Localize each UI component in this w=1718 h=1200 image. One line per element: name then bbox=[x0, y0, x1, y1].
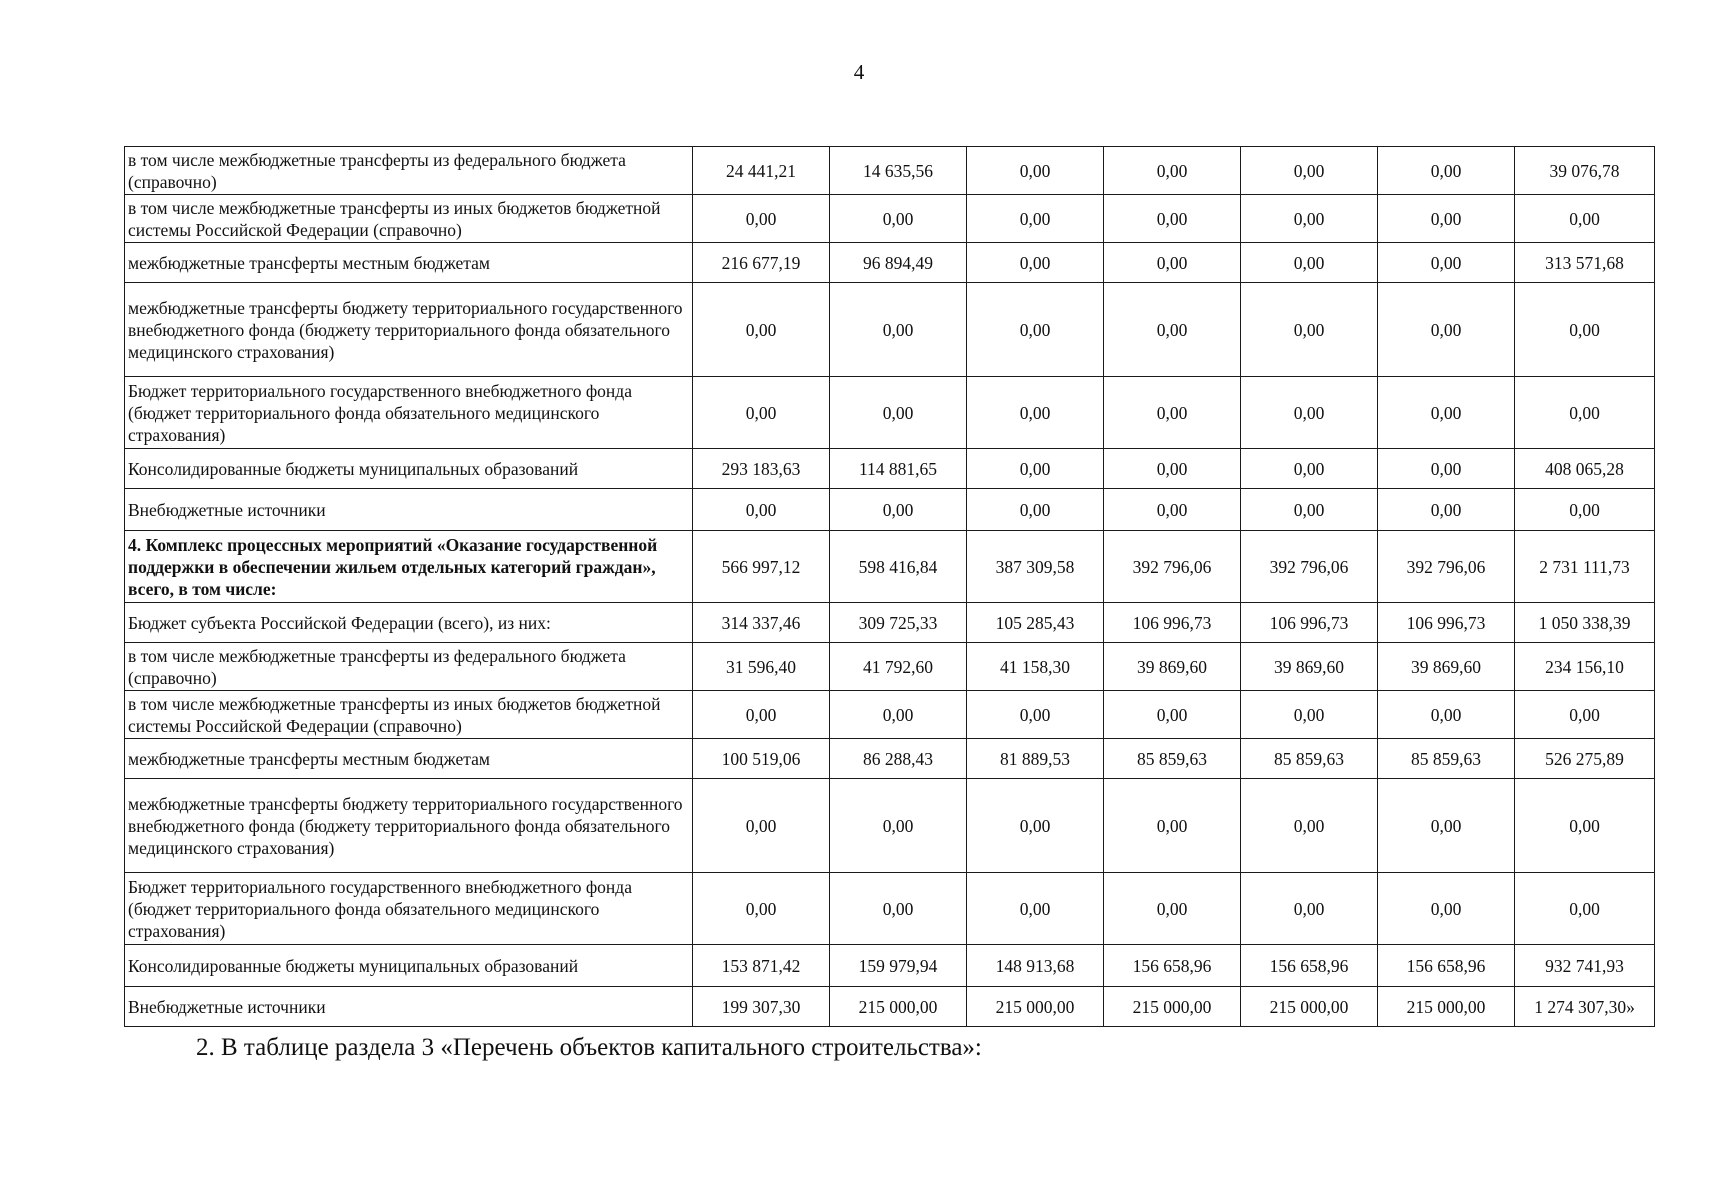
row-year-value: 0,00 bbox=[1241, 489, 1378, 531]
row-year-value: 216 677,19 bbox=[693, 243, 830, 283]
row-year-value: 31 596,40 bbox=[693, 643, 830, 691]
row-year-value: 0,00 bbox=[967, 283, 1104, 377]
table-row bbox=[125, 739, 1655, 779]
row-year-value: 41 158,30 bbox=[967, 643, 1104, 691]
row-year-value: 106 996,73 bbox=[1241, 603, 1378, 643]
row-year-value: 199 307,30 bbox=[693, 987, 830, 1027]
row-year-value: 39 869,60 bbox=[1104, 643, 1241, 691]
row-label: межбюджетные трансферты местным бюджетам bbox=[125, 739, 693, 779]
row-year-value: 0,00 bbox=[1378, 147, 1515, 195]
row-year-value: 14 635,56 bbox=[830, 147, 967, 195]
table-row bbox=[125, 779, 1655, 873]
row-label: 4. Комплекс процессных мероприятий «Оказание государственной поддержки в обеспечении жильем отдельных категорий граждан», всего, в том числе: bbox=[125, 531, 693, 603]
row-year-value: 148 913,68 bbox=[967, 945, 1104, 987]
row-year-value: 0,00 bbox=[830, 489, 967, 531]
budget-table-body bbox=[125, 147, 1655, 1027]
row-year-value: 159 979,94 bbox=[830, 945, 967, 987]
row-year-value: 0,00 bbox=[693, 377, 830, 449]
row-year-value: 106 996,73 bbox=[1104, 603, 1241, 643]
row-year-value: 0,00 bbox=[693, 283, 830, 377]
row-year-value: 0,00 bbox=[1241, 873, 1378, 945]
table-row bbox=[125, 489, 1655, 531]
row-label: Бюджет территориального государственного внебюджетного фонда (бюджет территориального фонда обязательного медицинского страхования) bbox=[125, 377, 693, 449]
page-number: 4 bbox=[853, 60, 865, 84]
row-total-value: 0,00 bbox=[1515, 377, 1655, 449]
row-total-value: 408 065,28 bbox=[1515, 449, 1655, 489]
row-year-value: 0,00 bbox=[1378, 489, 1515, 531]
table-row bbox=[125, 147, 1655, 195]
row-year-value: 0,00 bbox=[1378, 873, 1515, 945]
row-year-value: 215 000,00 bbox=[1241, 987, 1378, 1027]
row-label: Консолидированные бюджеты муниципальных образований bbox=[125, 449, 693, 489]
row-year-value: 41 792,60 bbox=[830, 643, 967, 691]
row-year-value: 215 000,00 bbox=[830, 987, 967, 1027]
table-row bbox=[125, 243, 1655, 283]
row-year-value: 0,00 bbox=[967, 377, 1104, 449]
row-year-value: 0,00 bbox=[1378, 377, 1515, 449]
row-year-value: 0,00 bbox=[693, 779, 830, 873]
row-year-value: 156 658,96 bbox=[1241, 945, 1378, 987]
row-year-value: 0,00 bbox=[1241, 691, 1378, 739]
row-year-value: 387 309,58 bbox=[967, 531, 1104, 603]
row-year-value: 0,00 bbox=[967, 449, 1104, 489]
row-total-value: 0,00 bbox=[1515, 873, 1655, 945]
row-year-value: 0,00 bbox=[1241, 243, 1378, 283]
row-year-value: 81 889,53 bbox=[967, 739, 1104, 779]
row-year-value: 0,00 bbox=[1104, 147, 1241, 195]
row-year-value: 566 997,12 bbox=[693, 531, 830, 603]
row-year-value: 314 337,46 bbox=[693, 603, 830, 643]
row-year-value: 0,00 bbox=[1378, 195, 1515, 243]
row-total-value: 0,00 bbox=[1515, 195, 1655, 243]
row-year-value: 0,00 bbox=[693, 195, 830, 243]
row-year-value: 0,00 bbox=[1241, 283, 1378, 377]
row-year-value: 0,00 bbox=[1241, 377, 1378, 449]
row-year-value: 0,00 bbox=[1378, 283, 1515, 377]
row-total-value: 39 076,78 bbox=[1515, 147, 1655, 195]
row-year-value: 0,00 bbox=[1104, 779, 1241, 873]
table-row bbox=[125, 377, 1655, 449]
row-label: в том числе межбюджетные трансферты из федерального бюджета (справочно) bbox=[125, 147, 693, 195]
table-row bbox=[125, 603, 1655, 643]
row-year-value: 0,00 bbox=[967, 691, 1104, 739]
row-year-value: 0,00 bbox=[967, 195, 1104, 243]
row-year-value: 0,00 bbox=[1241, 779, 1378, 873]
row-year-value: 100 519,06 bbox=[693, 739, 830, 779]
table-row bbox=[125, 873, 1655, 945]
row-year-value: 598 416,84 bbox=[830, 531, 967, 603]
row-year-value: 156 658,96 bbox=[1378, 945, 1515, 987]
row-year-value: 0,00 bbox=[693, 691, 830, 739]
row-total-value: 234 156,10 bbox=[1515, 643, 1655, 691]
row-year-value: 96 894,49 bbox=[830, 243, 967, 283]
row-year-value: 0,00 bbox=[1241, 147, 1378, 195]
table-row bbox=[125, 283, 1655, 377]
row-year-value: 0,00 bbox=[967, 779, 1104, 873]
row-year-value: 0,00 bbox=[830, 873, 967, 945]
section-instruction: 2. В таблице раздела 3 «Перечень объектов капитального строительства»: bbox=[196, 1034, 982, 1061]
row-year-value: 0,00 bbox=[1104, 691, 1241, 739]
row-label: Внебюджетные источники bbox=[125, 987, 693, 1027]
row-year-value: 106 996,73 bbox=[1378, 603, 1515, 643]
row-label: межбюджетные трансферты местным бюджетам bbox=[125, 243, 693, 283]
row-year-value: 156 658,96 bbox=[1104, 945, 1241, 987]
row-year-value: 0,00 bbox=[1104, 283, 1241, 377]
row-year-value: 309 725,33 bbox=[830, 603, 967, 643]
row-year-value: 0,00 bbox=[967, 489, 1104, 531]
row-label: Бюджет территориального государственного внебюджетного фонда (бюджет территориального фонда обязательного медицинского страхования) bbox=[125, 873, 693, 945]
table-row bbox=[125, 643, 1655, 691]
row-year-value: 0,00 bbox=[1241, 195, 1378, 243]
row-year-value: 0,00 bbox=[1104, 489, 1241, 531]
row-year-value: 215 000,00 bbox=[1378, 987, 1515, 1027]
row-total-value: 0,00 bbox=[1515, 779, 1655, 873]
row-year-value: 0,00 bbox=[1241, 449, 1378, 489]
row-year-value: 0,00 bbox=[1104, 449, 1241, 489]
row-total-value: 1 050 338,39 bbox=[1515, 603, 1655, 643]
row-year-value: 0,00 bbox=[1104, 243, 1241, 283]
row-total-value: 313 571,68 bbox=[1515, 243, 1655, 283]
row-total-value: 526 275,89 bbox=[1515, 739, 1655, 779]
row-label: в том числе межбюджетные трансферты из федерального бюджета (справочно) bbox=[125, 643, 693, 691]
row-year-value: 0,00 bbox=[830, 283, 967, 377]
row-total-value: 0,00 bbox=[1515, 489, 1655, 531]
row-label: Консолидированные бюджеты муниципальных образований bbox=[125, 945, 693, 987]
row-year-value: 0,00 bbox=[1104, 377, 1241, 449]
row-year-value: 0,00 bbox=[830, 195, 967, 243]
row-year-value: 0,00 bbox=[967, 873, 1104, 945]
row-year-value: 39 869,60 bbox=[1241, 643, 1378, 691]
row-year-value: 392 796,06 bbox=[1241, 531, 1378, 603]
row-year-value: 39 869,60 bbox=[1378, 643, 1515, 691]
row-year-value: 0,00 bbox=[967, 243, 1104, 283]
row-year-value: 86 288,43 bbox=[830, 739, 967, 779]
row-year-value: 0,00 bbox=[830, 377, 967, 449]
table-row bbox=[125, 691, 1655, 739]
row-year-value: 85 859,63 bbox=[1104, 739, 1241, 779]
row-year-value: 0,00 bbox=[830, 779, 967, 873]
row-total-value: 932 741,93 bbox=[1515, 945, 1655, 987]
table-row bbox=[125, 449, 1655, 489]
row-total-value: 0,00 bbox=[1515, 691, 1655, 739]
row-label: межбюджетные трансферты бюджету территориального государственного внебюджетного фонда (бюджету территориального фонда обязательного медицинского страхования) bbox=[125, 283, 693, 377]
table-row bbox=[125, 531, 1655, 603]
row-label: в том числе межбюджетные трансферты из иных бюджетов бюджетной системы Российской Федерации (справочно) bbox=[125, 195, 693, 243]
budget-table bbox=[124, 146, 1655, 1027]
row-year-value: 0,00 bbox=[693, 489, 830, 531]
row-year-value: 114 881,65 bbox=[830, 449, 967, 489]
row-year-value: 392 796,06 bbox=[1378, 531, 1515, 603]
row-total-value: 1 274 307,30» bbox=[1515, 987, 1655, 1027]
row-label: в том числе межбюджетные трансферты из иных бюджетов бюджетной системы Российской Федерации (справочно) bbox=[125, 691, 693, 739]
row-year-value: 0,00 bbox=[1378, 691, 1515, 739]
row-year-value: 293 183,63 bbox=[693, 449, 830, 489]
row-year-value: 0,00 bbox=[1378, 779, 1515, 873]
row-year-value: 0,00 bbox=[830, 691, 967, 739]
row-year-value: 0,00 bbox=[967, 147, 1104, 195]
row-year-value: 105 285,43 bbox=[967, 603, 1104, 643]
table-row bbox=[125, 195, 1655, 243]
table-row bbox=[125, 945, 1655, 987]
row-year-value: 0,00 bbox=[1104, 873, 1241, 945]
row-year-value: 0,00 bbox=[1378, 449, 1515, 489]
row-year-value: 215 000,00 bbox=[1104, 987, 1241, 1027]
row-label: Бюджет субъекта Российской Федерации (всего), из них: bbox=[125, 603, 693, 643]
row-year-value: 24 441,21 bbox=[693, 147, 830, 195]
row-year-value: 0,00 bbox=[1378, 243, 1515, 283]
row-year-value: 0,00 bbox=[1104, 195, 1241, 243]
row-year-value: 153 871,42 bbox=[693, 945, 830, 987]
row-label: Внебюджетные источники bbox=[125, 489, 693, 531]
row-year-value: 85 859,63 bbox=[1378, 739, 1515, 779]
row-year-value: 0,00 bbox=[693, 873, 830, 945]
table-row bbox=[125, 987, 1655, 1027]
row-year-value: 215 000,00 bbox=[967, 987, 1104, 1027]
row-total-value: 2 731 111,73 bbox=[1515, 531, 1655, 603]
row-label: межбюджетные трансферты бюджету территориального государственного внебюджетного фонда (бюджету территориального фонда обязательного медицинского страхования) bbox=[125, 779, 693, 873]
row-year-value: 392 796,06 bbox=[1104, 531, 1241, 603]
row-total-value: 0,00 bbox=[1515, 283, 1655, 377]
row-year-value: 85 859,63 bbox=[1241, 739, 1378, 779]
